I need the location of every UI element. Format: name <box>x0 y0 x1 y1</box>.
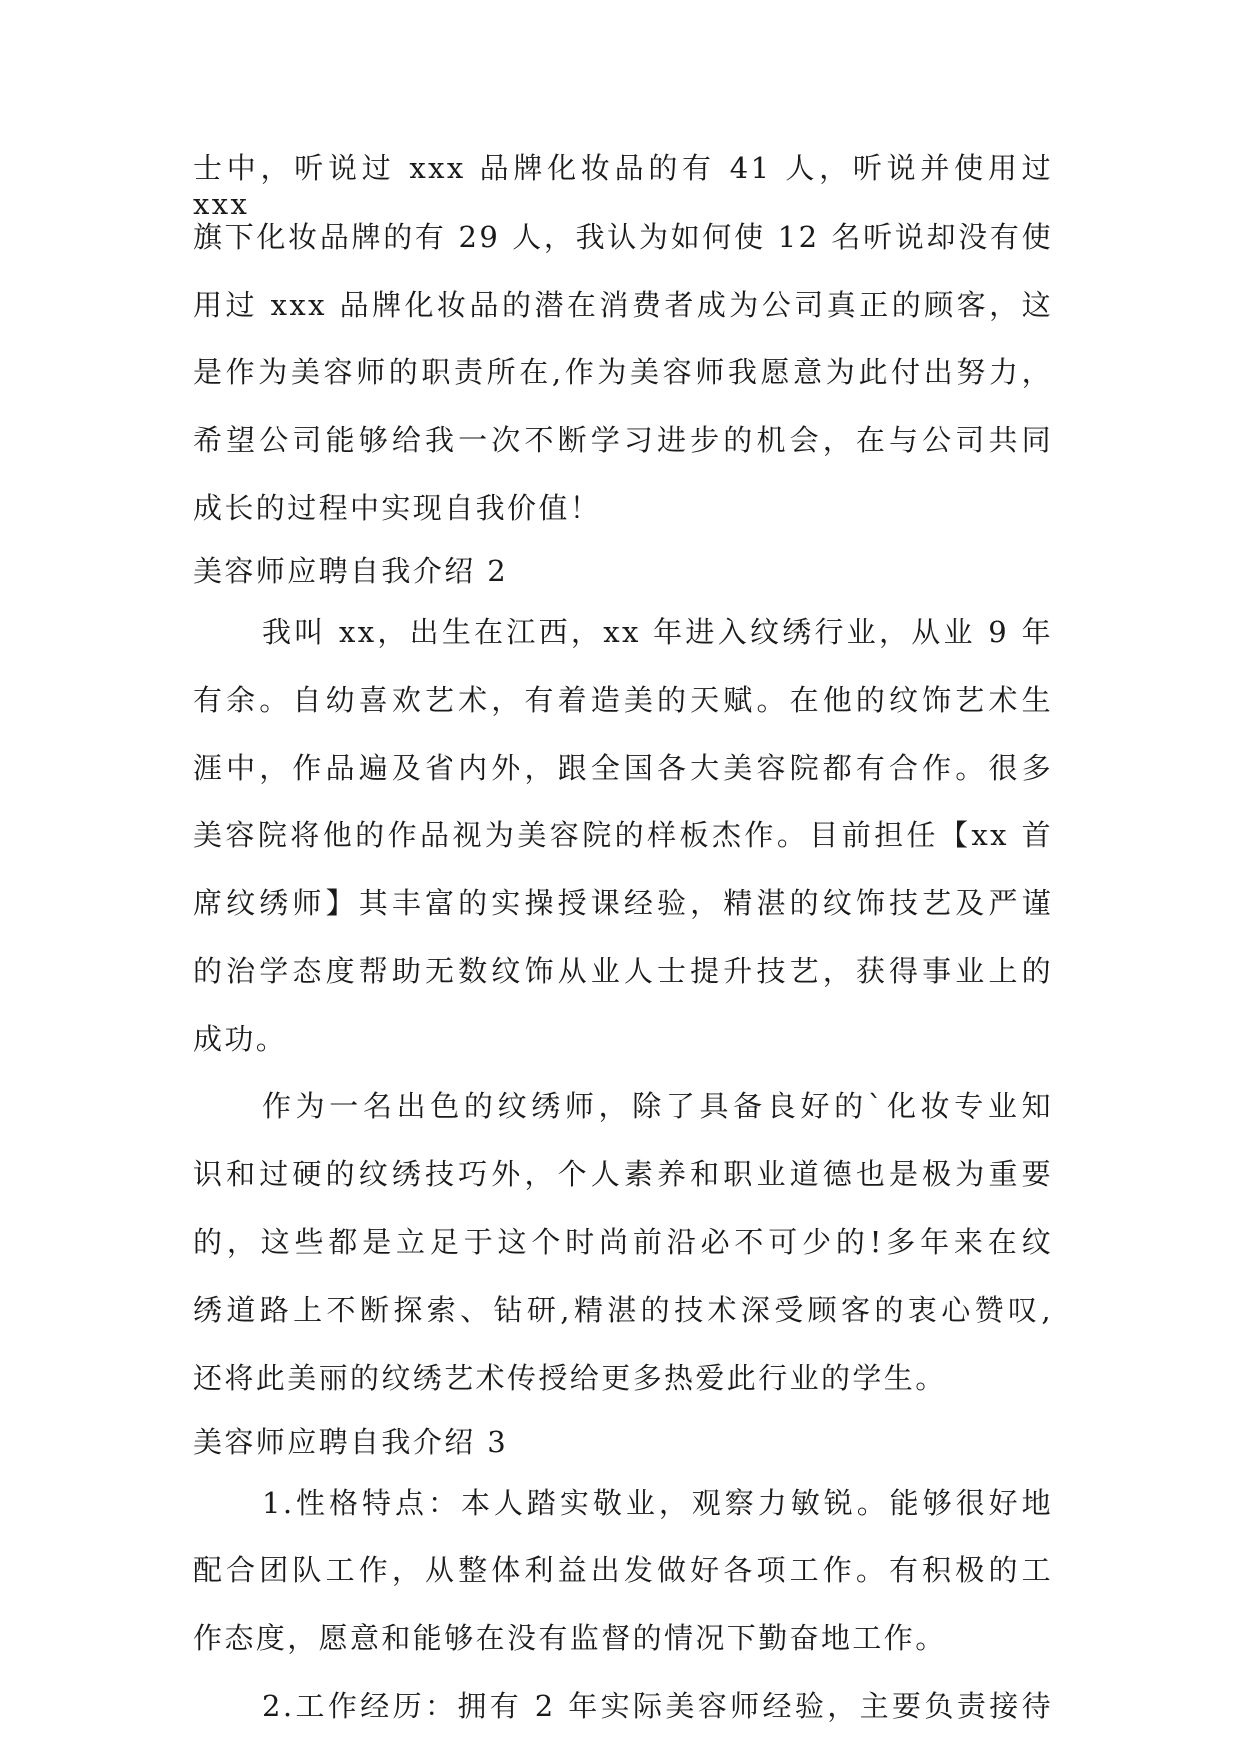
paragraph-line: 美容院将他的作品视为美容院的样板杰作。目前担任【xx 首 <box>193 818 1053 852</box>
paragraph-line: 成长的过程中实现自我价值！ <box>193 491 602 525</box>
paragraph-line: 配合团队工作，从整体利益出发做好各项工作。有积极的工 <box>193 1553 1053 1587</box>
paragraph-line: 士中，听说过 xxx 品牌化妆品的有 41 人，听说并使用过 xxx <box>193 151 1053 221</box>
paragraph-line: 的治学态度帮助无数纹饰从业人士提升技艺，获得事业上的 <box>193 954 1053 988</box>
paragraph-line: 我叫 xx，出生在江西，xx 年进入纹绣行业，从业 9 年 <box>262 615 1053 649</box>
paragraph-line: 作态度，愿意和能够在没有监督的情况下勤奋地工作。 <box>193 1621 947 1655</box>
paragraph-line: 希望公司能够给我一次不断学习进步的机会，在与公司共同 <box>193 423 1053 457</box>
paragraph-line: 涯中，作品遍及省内外，跟全国各大美容院都有合作。很多 <box>193 751 1053 785</box>
paragraph-line: 旗下化妆品牌的有 29 人，我认为如何使 12 名听说却没有使 <box>193 220 1053 254</box>
section-heading: 美容师应聘自我介绍 2 <box>193 554 509 588</box>
paragraph-line: 用过 xxx 品牌化妆品的潜在消费者成为公司真正的顾客，这 <box>193 288 1053 322</box>
paragraph-line: 的，这些都是立足于这个时尚前沿必不可少的!多年来在纹 <box>193 1225 1053 1259</box>
section-heading: 美容师应聘自我介绍 3 <box>193 1425 509 1459</box>
paragraph-line: 还将此美丽的纹绣艺术传授给更多热爱此行业的学生。 <box>193 1361 947 1395</box>
paragraph-line: 成功。 <box>193 1022 288 1056</box>
paragraph-line: 绣道路上不断探索、钻研,精湛的技术深受顾客的衷心赞叹, <box>193 1293 1053 1327</box>
paragraph-line: 识和过硬的纹绣技巧外，个人素养和职业道德也是极为重要 <box>193 1157 1053 1191</box>
paragraph-line: 有余。自幼喜欢艺术，有着造美的天赋。在他的纹饰艺术生 <box>193 683 1053 717</box>
paragraph-line: 是作为美容师的职责所在,作为美容师我愿意为此付出努力， <box>193 355 1053 389</box>
paragraph-line: 作为一名出色的纹绣师，除了具备良好的`化妆专业知 <box>262 1089 1053 1123</box>
paragraph-line: 2.工作经历：拥有 2 年实际美容师经验，主要负责接待 <box>262 1689 1053 1723</box>
paragraph-line: 席纹绣师】其丰富的实操授课经验，精湛的纹饰技艺及严谨 <box>193 886 1053 920</box>
paragraph-line: 1.性格特点：本人踏实敬业，观察力敏锐。能够很好地 <box>262 1486 1053 1520</box>
